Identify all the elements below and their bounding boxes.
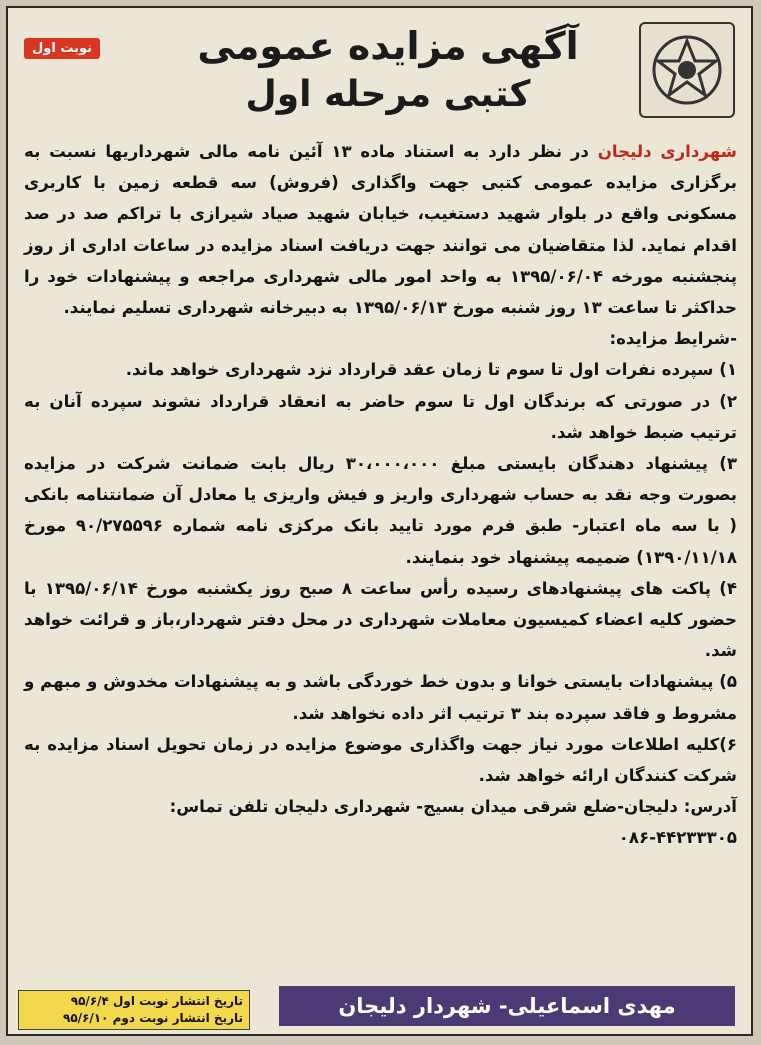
intro-text: در نظر دارد به استناد ماده ۱۳ آئین نامه مالی شهرداریها نسبت به برگزاری مزایده عمومی کتبی جهت واگذاری (فروش) سه قطعه زمین با کاربری مسکونی واقع در بلوار شهید دستغیب، خیابان شهید صیاد شیرازی با تراکم صد در صد اقدام نماید. لذا متقاضیان می توانند جهت دریافت اسناد مزایده در ساعات اداری از روز پنجشنبه مورخه ۱۳۹۵/۰۶/۰۴ به واحد امور مالی شهرداری مراجعه و پیشنهادات خود را حداکثر تا ساعت ۱۳ روز شنبه مورخ ۱۳۹۵/۰۶/۱۳ به دبیرخانه شهرداری تسلیم نمایند.	[24, 142, 737, 318]
date-second: تاریخ انتشار نوبت دوم ۹۵/۶/۱۰	[63, 1011, 243, 1025]
intro-paragraph	[24, 136, 737, 323]
condition-item: ۱) سپرده نفرات اول تا سوم تا زمان عقد قرارداد نزد شهرداری خواهد ماند.	[125, 360, 737, 380]
condition-item: ۴) پاکت های پیشنهادهای رسیده رأس ساعت ۸ صبح روز یکشنبه مورخ ۱۳۹۵/۰۶/۱۴ با حضور کلیه اعضاء کمیسیون معاملات شهرداری در محل دفتر شهردار،باز و قرائت خواهد شد.	[24, 578, 737, 661]
ad-title: آگهی مزایده عمومی	[197, 24, 579, 68]
org-name: شهرداری دلیجان	[597, 142, 737, 161]
condition-item: ۳) پیشنهاد دهندگان بایستی مبلغ ۳۰،۰۰۰،۰۰۰ ریال بابت ضمانت شرکت در مزایده بصورت وجه نقد به حساب شهرداری واریز و فیش واریزی یا معادل آن ضمانتنامه بانکی ( با سه ماه اعتبار- طبق فرم مورد تایید بانک مرکزی نامه شماره ۹۰/۲۷۵۵۹۶ مورخ ۱۳۹۰/۱۱/۱۸) ضمیمه پیشنهاد خود بنمایند.	[24, 454, 738, 567]
conditions-heading: -شرایط مزایده:	[609, 329, 737, 349]
ad-footer	[18, 986, 743, 1028]
municipality-emblem-icon	[639, 22, 735, 118]
condition-item: ۶)کلیه اطلاعات مورد نیاز جهت واگذاری موضوع مزایده در زمان تحویل اسناد مزایده به شرکت کنندگان ارائه خواهد شد.	[24, 734, 737, 786]
ad-subtitle: کتبی مرحله اول	[245, 74, 531, 115]
address-line: آدرس: دلیجان-ضلع شرقی میدان بسیج- شهرداری دلیجان تلفن تماس:	[169, 797, 737, 817]
publication-dates	[18, 990, 250, 1030]
ad-page	[6, 6, 753, 1036]
condition-item: ۲) در صورتی که برندگان اول تا سوم حاضر به انعقاد قرارداد نشوند سپرده آنان به ترتیب ضبط خواهد شد.	[24, 391, 737, 442]
ad-header	[18, 16, 743, 134]
phone-line	[24, 822, 737, 853]
signature-banner: مهدی اسماعیلی- شهردار دلیجان	[279, 986, 735, 1026]
phone-number: ۰۸۶-۴۴۲۳۳۳۰۵	[618, 828, 737, 848]
ad-body	[24, 136, 737, 854]
date-first: تاریخ انتشار نوبت اول ۹۵/۶/۴	[70, 994, 243, 1008]
condition-item: ۵) پیشنهادات بایستی خوانا و بدون خط خوردگی باشد و به پیشنهادات مخدوش و مبهم و مشروط و فاقد سپرده بند ۳ ترتیب اثر داده نخواهد شد.	[24, 672, 737, 723]
issue-badge: نوبت اول	[24, 38, 100, 59]
